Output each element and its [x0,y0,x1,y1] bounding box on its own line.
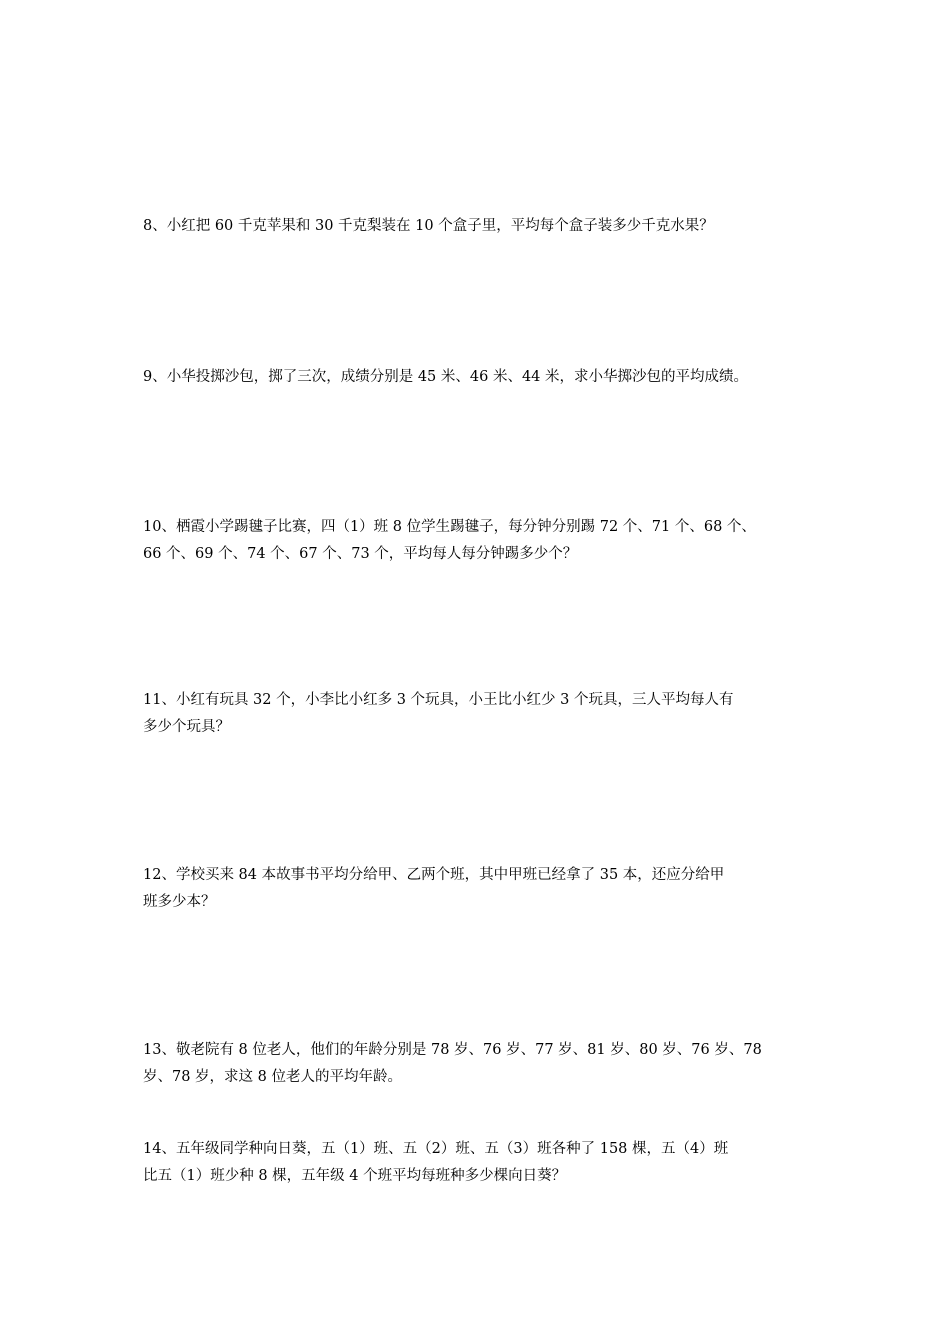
problem-text-line: 岁、78 岁，求这 8 位老人的平均年龄。 [143,1069,403,1085]
problem-text-line: 9、小华投掷沙包，掷了三次，成绩分别是 45 米、46 米、44 米，求小华掷沙包的平均成绩。 [143,369,749,385]
problem-text-line: 10、栖霞小学踢毽子比赛，四（1）班 8 位学生踢毽子，每分钟分别踢 72 个、71 个、68 个、 [143,519,756,535]
problem-8 [143,213,818,240]
problem-9 [143,364,818,391]
problem-text-line: 11、小红有玩具 32 个，小李比小红多 3 个玩具，小王比小红少 3 个玩具，三人平均每人有 [143,692,734,708]
problem-text-line: 14、五年级同学种向日葵，五（1）班、五（2）班、五（3）班各种了 158 棵，五（4）班 [143,1141,729,1157]
problem-12 [143,862,818,916]
problem-text-line: 班多少本？ [143,894,216,910]
problem-text-line: 多少个玩具？ [143,719,230,735]
problem-14 [143,1136,818,1190]
problem-13 [143,1037,818,1091]
problem-text-line: 8、小红把 60 千克苹果和 30 千克梨装在 10 个盒子里，平均每个盒子装多少千克水果？ [143,218,714,234]
problem-11 [143,687,818,741]
problem-text-line: 12、学校买来 84 本故事书平均分给甲、乙两个班，其中甲班已经拿了 35 本，还应分给甲 [143,867,725,883]
problem-text-line: 13、敬老院有 8 位老人，他们的年龄分别是 78 岁、76 岁、77 岁、81 岁、80 岁、76 岁、78 [143,1042,762,1058]
problem-text-line: 66 个、69 个、74 个、67 个、73 个，平均每人每分钟踢多少个？ [143,546,578,562]
problem-text-line: 比五（1）班少种 8 棵，五年级 4 个班平均每班种多少棵向日葵？ [143,1168,567,1184]
problem-10 [143,514,818,568]
